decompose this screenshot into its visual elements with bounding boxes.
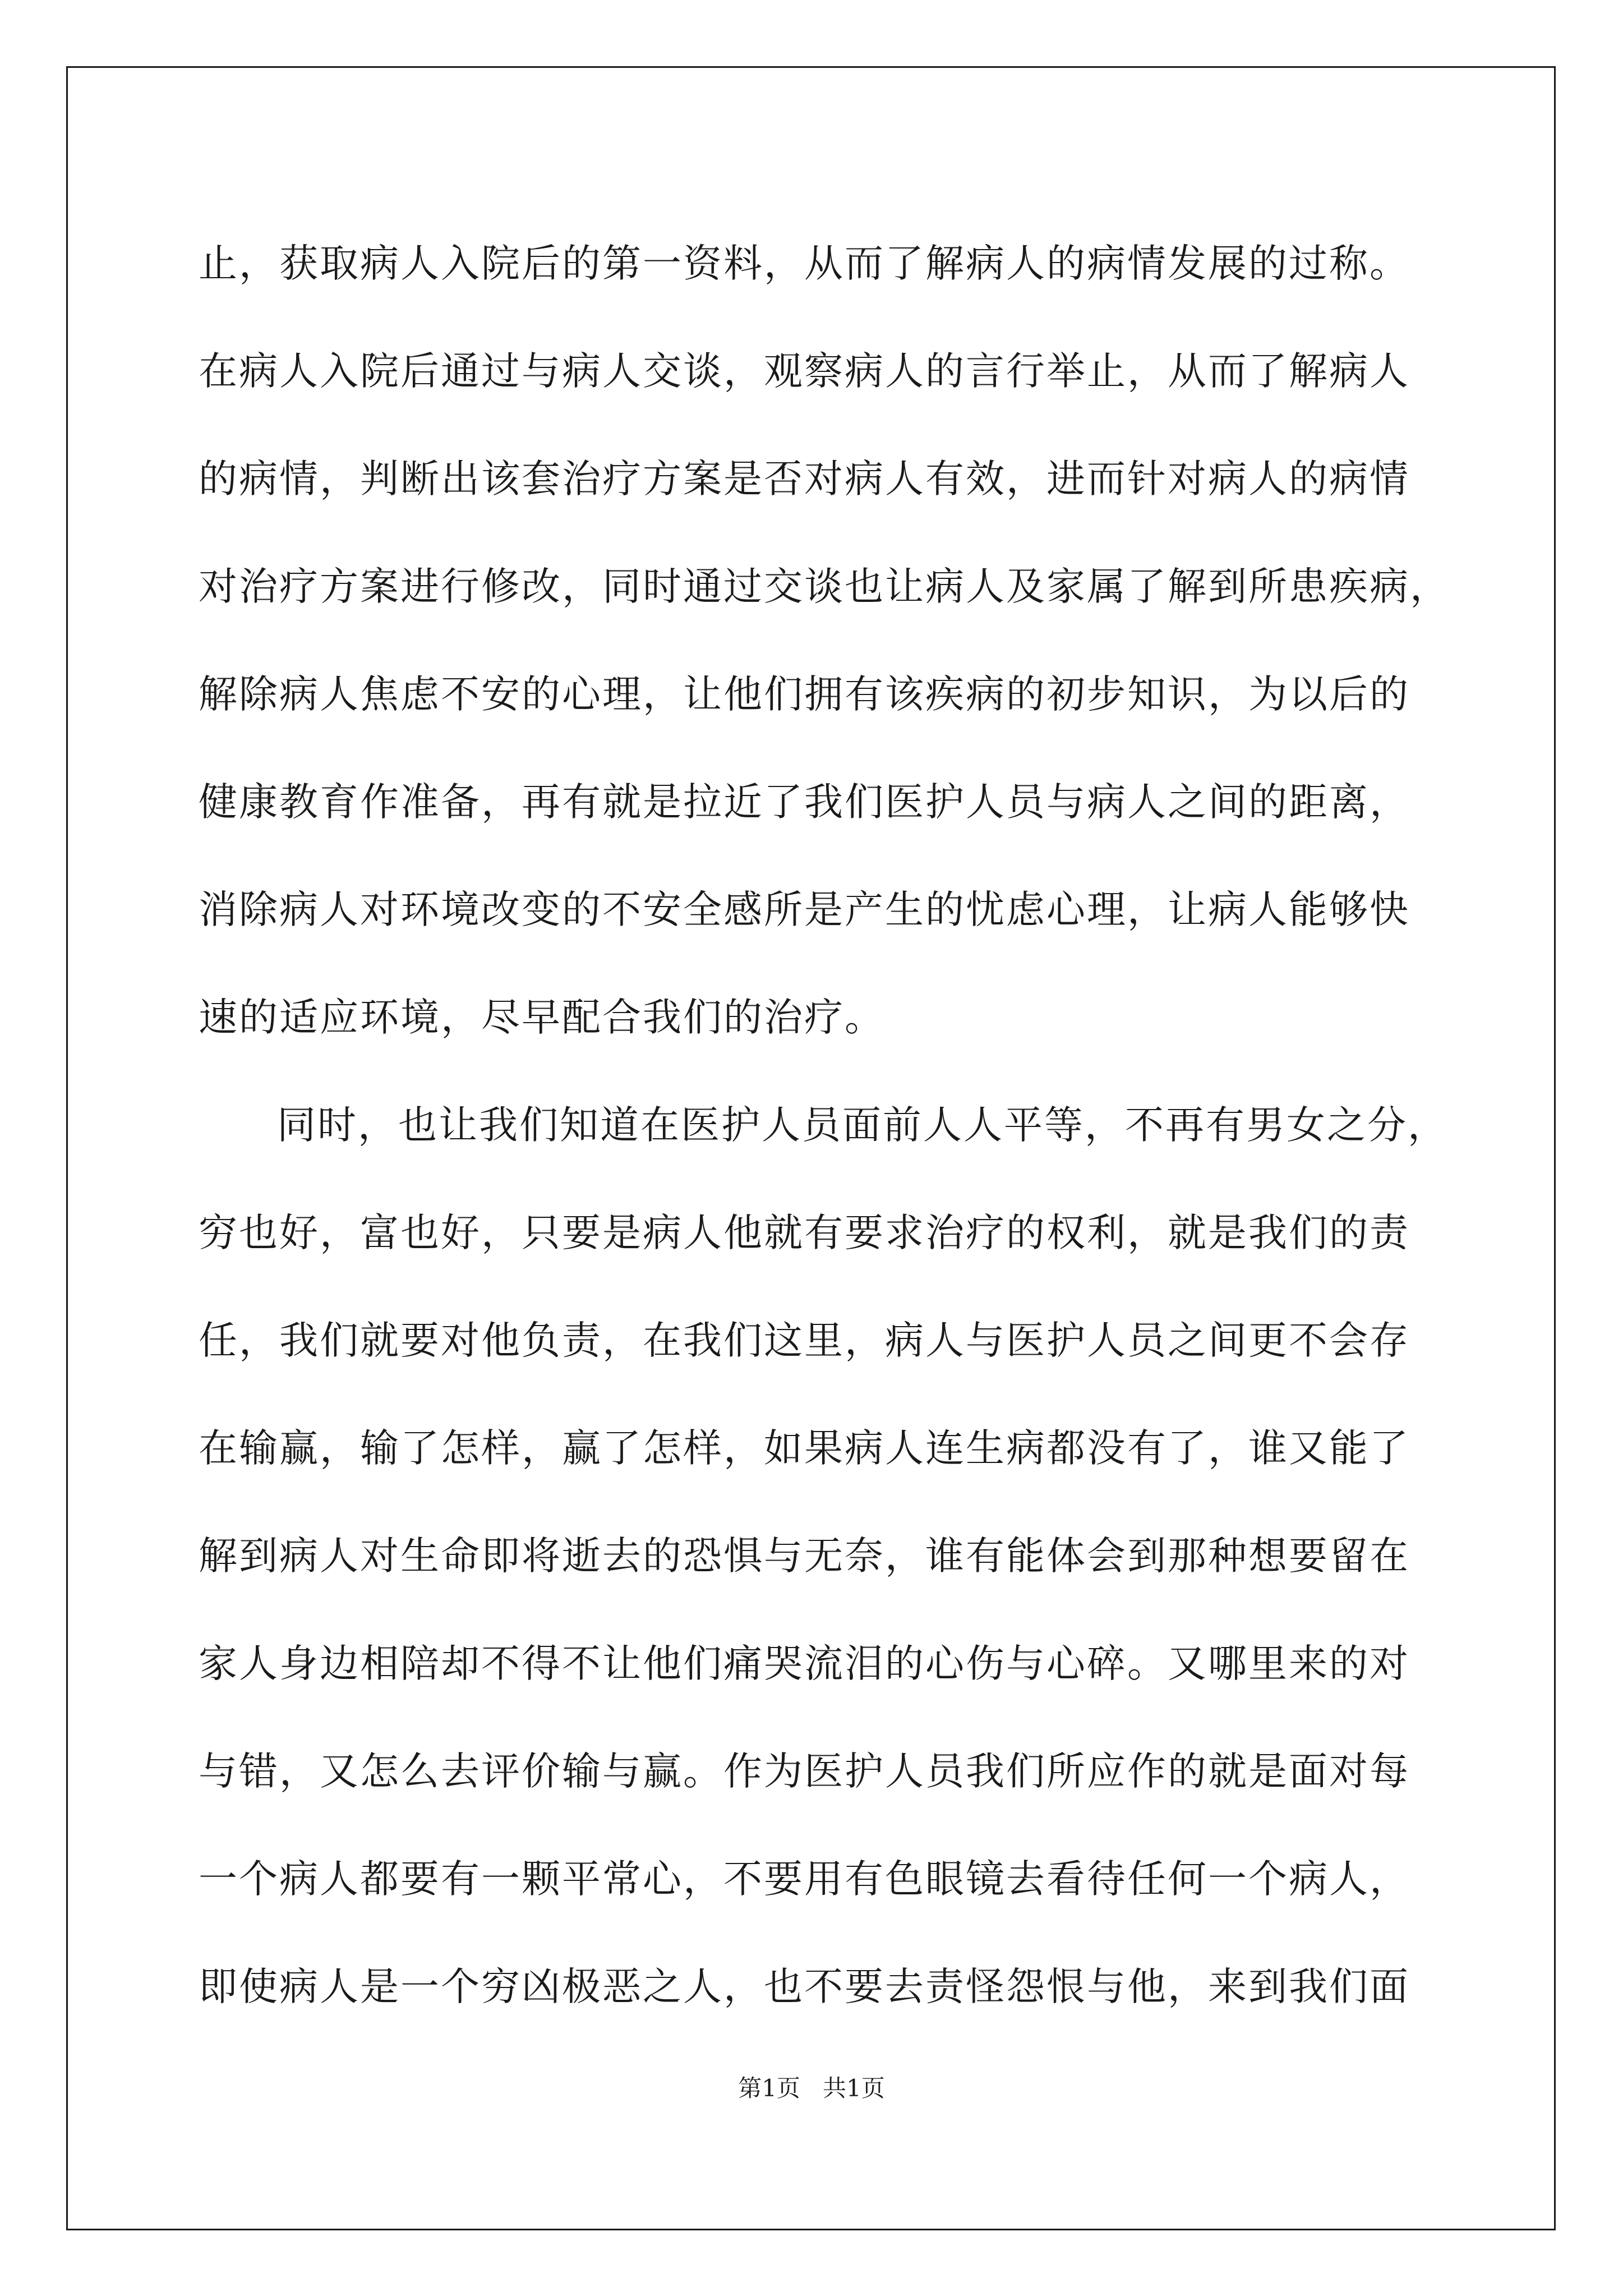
- text-line: 对治疗方案进行修改，同时通过交谈也让病人及家属了解到所患疾病，: [199, 564, 1450, 609]
- text-line: 家人身边相陪却不得不让他们痛哭流泪的心伤与心碎。又哪里来的对: [199, 1641, 1410, 1686]
- paragraph-start-line: 同时，也让我们知道在医护人员面前人人平等，不再有男女之分，: [277, 1103, 1448, 1148]
- text-line: 在输赢，输了怎样，赢了怎样，如果病人连生病都没有了，谁又能了: [199, 1426, 1410, 1471]
- page-number-footer: 第1页 共1页: [738, 2074, 885, 2102]
- text-line: 的病情，判断出该套治疗方案是否对病人有效，进而针对病人的病情: [199, 457, 1410, 501]
- text-line: 止，获取病人入院后的第一资料，从而了解病人的病情发展的过称。: [199, 241, 1410, 286]
- text-line: 健康教育作准备，再有就是拉近了我们医护人员与病人之间的距离，: [199, 780, 1410, 825]
- text-line: 消除病人对环境改变的不安全感所是产生的忧虑心理，让病人能够快: [199, 887, 1410, 932]
- text-line: 任，我们就要对他负责，在我们这里，病人与医护人员之间更不会存: [199, 1318, 1410, 1363]
- text-line: 解到病人对生命即将逝去的恐惧与无奈，谁有能体会到那种想要留在: [199, 1534, 1410, 1579]
- text-line: 与错，又怎么去评价输与赢。作为医护人员我们所应作的就是面对每: [199, 1749, 1410, 1794]
- text-line: 速的适应环境，尽早配合我们的治疗。: [199, 995, 885, 1040]
- text-line: 在病人入院后通过与病人交谈，观察病人的言行举止，从而了解病人: [199, 349, 1410, 394]
- text-line: 穷也好，富也好，只要是病人他就有要求治疗的权利，就是我们的责: [199, 1211, 1410, 1255]
- document-body: [199, 210, 1450, 2041]
- text-line: 即使病人是一个穷凶极恶之人，也不要去责怪怨恨与他，来到我们面: [199, 1964, 1410, 2009]
- text-line: 一个病人都要有一颗平常心，不要用有色眼镜去看待任何一个病人，: [199, 1857, 1410, 1902]
- text-line: 解除病人焦虑不安的心理，让他们拥有该疾病的初步知识，为以后的: [199, 672, 1410, 717]
